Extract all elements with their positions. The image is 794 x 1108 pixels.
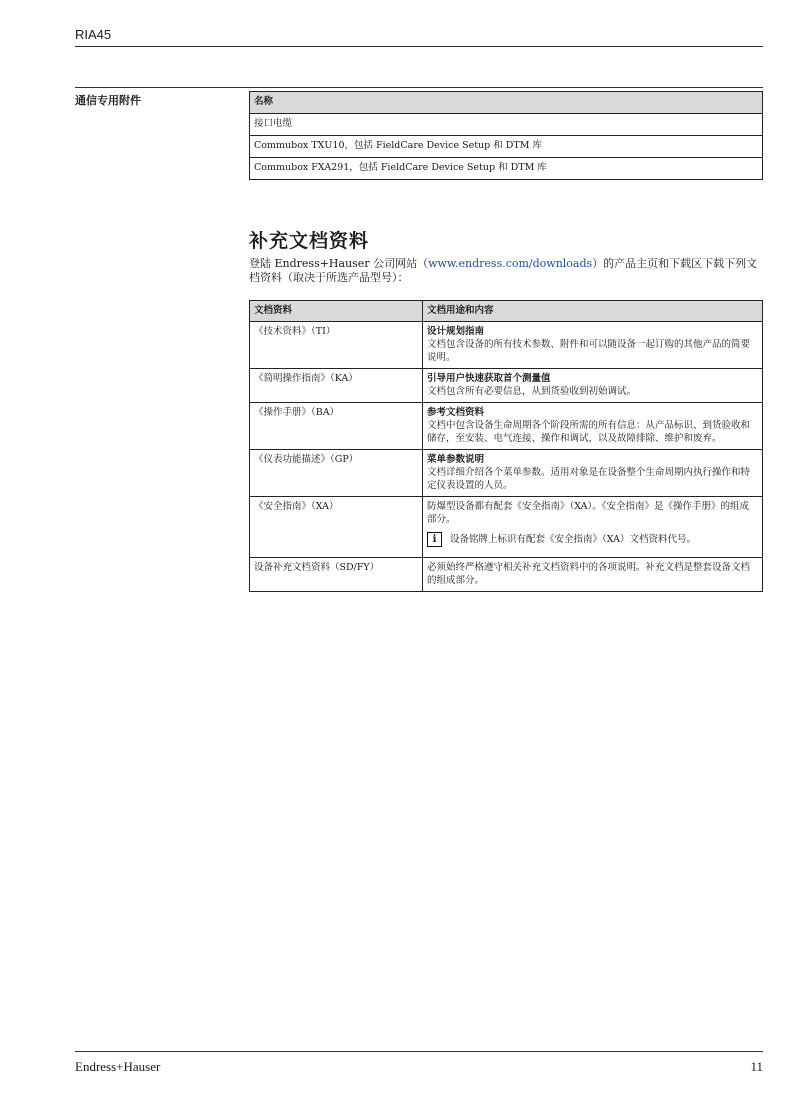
accessories-row: Commubox TXU10，包括 FieldCare Device Setup 和 DTM 库 <box>250 136 763 158</box>
doc-content <box>423 369 763 403</box>
header-divider <box>75 46 763 47</box>
info-icon: i <box>427 532 442 547</box>
table-row <box>250 369 763 403</box>
docs-title: 补充文档资料 <box>249 230 370 252</box>
documentation-table <box>249 300 763 592</box>
doc-content <box>423 403 763 450</box>
docs-intro <box>249 257 763 285</box>
doc-name: 《安全指南》（XA） <box>250 497 423 558</box>
doc-purpose: 设计规划指南 <box>427 326 485 337</box>
accessories-row: Commubox FXA291，包括 FieldCare Device Setup 和 DTM 库 <box>250 158 763 180</box>
doc-description: 文档详细介绍各个菜单参数。适用对象是在设备整个生命周期内执行操作和特定仪表设置的人员。 <box>427 467 751 491</box>
doc-purpose: 引导用户快速获取首个测量值 <box>427 373 551 384</box>
accessories-table <box>249 91 763 180</box>
intro-text-before: 登陆 Endress+Hauser 公司网站（ <box>249 257 429 270</box>
table-row <box>250 403 763 450</box>
section-divider <box>75 87 763 88</box>
intro-text-after: ）的产品主页和下载区下载下列文档资料（取决于所选产品型号）： <box>249 257 758 284</box>
col-header-content: 文档用途和内容 <box>423 301 763 322</box>
accessories-header: 名称 <box>250 92 763 114</box>
doc-name: 《操作手册》（BA） <box>250 403 423 450</box>
section-label: 通信专用附件 <box>75 94 141 107</box>
doc-description: 文档包含设备的所有技术参数、附件和可以随设备一起订购的其他产品的简要说明。 <box>427 339 751 363</box>
table-row <box>250 450 763 497</box>
doc-description: 文档包含所有必要信息，从到货验收到初始调试。 <box>427 386 637 397</box>
table-row <box>250 322 763 369</box>
doc-name: 《仪表功能描述》（GP） <box>250 450 423 497</box>
info-note <box>427 532 758 547</box>
doc-purpose: 参考文档资料 <box>427 407 485 418</box>
doc-content <box>423 497 763 558</box>
downloads-link[interactable]: www.endress.com/downloads <box>428 257 593 270</box>
doc-content <box>423 450 763 497</box>
doc-content <box>423 558 763 592</box>
document-header-title: RIA45 <box>75 27 112 42</box>
table-row <box>250 497 763 558</box>
footer-divider <box>75 1051 763 1052</box>
table-row <box>250 558 763 592</box>
doc-name: 《技术资料》（TI） <box>250 322 423 369</box>
footer-brand: Endress+Hauser <box>75 1059 161 1074</box>
page-number: 11 <box>750 1059 763 1074</box>
accessories-row: 接口电缆 <box>250 114 763 136</box>
doc-purpose: 菜单参数说明 <box>427 454 485 465</box>
doc-name: 设备补充文档资料（SD/FY） <box>250 558 423 592</box>
doc-description: 文档中包含设备生命周期各个阶段所需的所有信息：从产品标识、到货验收和储存，至安装、电气连接、操作和调试，以及故障排除、维护和废弃。 <box>427 420 751 444</box>
col-header-doc: 文档资料 <box>250 301 423 322</box>
doc-description: 防爆型设备都有配套《安全指南》（XA）。《安全指南》是《操作手册》的组成部分。 <box>427 501 750 525</box>
doc-description: 必须始终严格遵守相关补充文档资料中的各项说明。补充文档是整套设备文档的组成部分。 <box>427 562 751 586</box>
doc-content <box>423 322 763 369</box>
info-note-text: 设备铭牌上标识有配套《安全指南》（XA）文档资料代号。 <box>450 534 697 545</box>
doc-name: 《简明操作指南》（KA） <box>250 369 423 403</box>
